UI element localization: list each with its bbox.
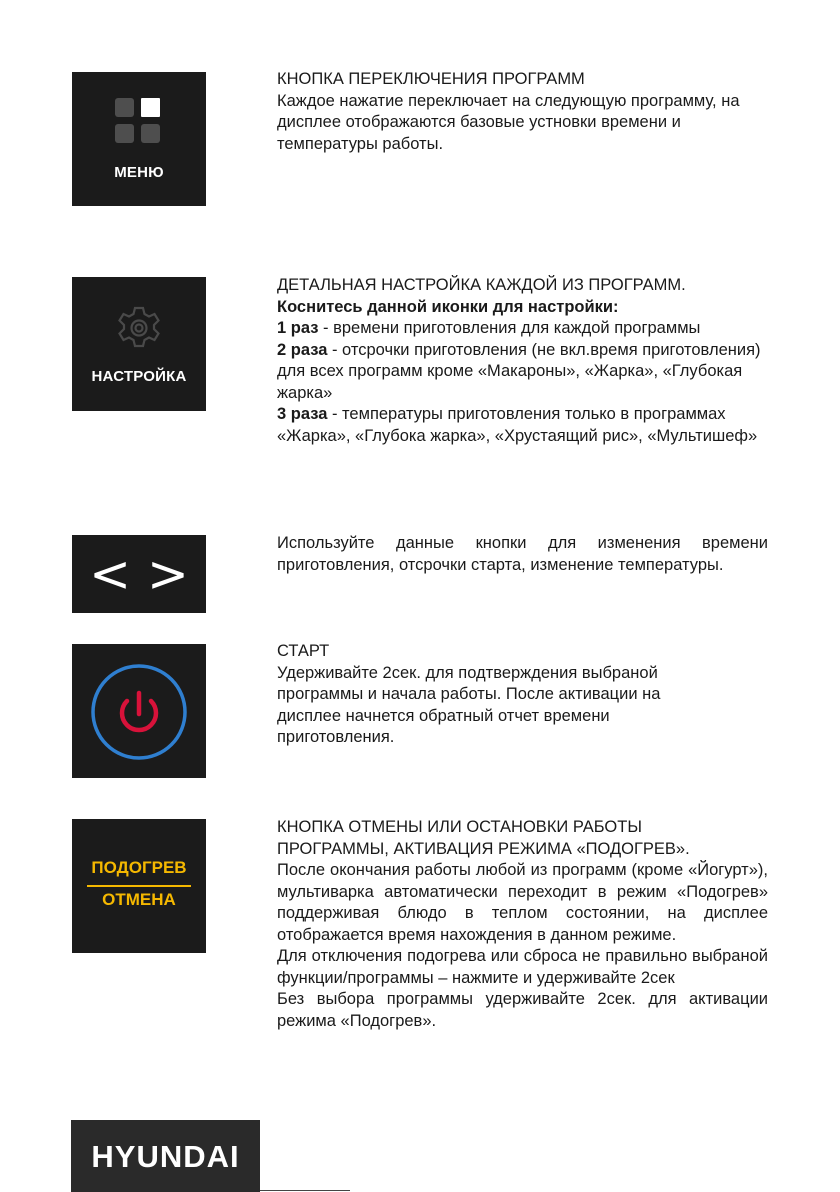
settings-intro: Коснитесь данной иконки для настройки: (277, 297, 619, 316)
warm-cancel-button-tile[interactable] (72, 819, 206, 953)
footer-divider (260, 1190, 350, 1191)
warm-description (277, 817, 768, 1032)
settings-item (277, 340, 768, 405)
tile-divider (87, 885, 191, 887)
cancel-label: ОТМЕНА (102, 890, 176, 909)
power-icon (89, 662, 189, 762)
menu-heading: КНОПКА ПЕРЕКЛЮЧЕНИЯ ПРОГРАММ (277, 70, 585, 88)
settings-item-count: 1 раз (277, 319, 319, 337)
settings-heading: ДЕТАЛЬНАЯ НАСТРОЙКА КАЖДОЙ ИЗ ПРОГРАММ. (277, 276, 686, 294)
warm-heading: КНОПКА ОТМЕНЫ ИЛИ ОСТАНОВКИ РАБОТЫ ПРОГРАММЫ, АКТИВАЦИЯ РЕЖИМА «ПОДОГРЕВ». (277, 818, 690, 858)
menu-body: Каждое нажатие переключает на следующую программу, на дисплее отображаются базовые устновки времени и температуры работы. (277, 91, 740, 153)
settings-item-text: - отсрочки приготовления (не вкл.время приготовления) для всех программ кроме «Макароны», «Жарка», «Глубокая жарка» (277, 340, 761, 402)
gear-icon (115, 304, 163, 352)
arrow-buttons-tile[interactable] (72, 535, 206, 613)
menu-button-label: МЕНЮ (114, 164, 164, 181)
warm-paragraph: После окончания работы любой из программ (кроме «Йогурт»), мультиварка автоматически переходит в режим «Подогрев» поддерживая блюдо в теплом состоянии, на дисплее отображается время нахождения в данном режиме. (277, 861, 768, 944)
settings-button-tile[interactable] (72, 277, 206, 411)
menu-description (277, 69, 768, 155)
arrows-body: Используйте данные кнопки для изменения времени приготовления, отсрочки старта, изменение температуры. (277, 534, 768, 574)
start-description (277, 641, 768, 749)
settings-item-count: 3 раза (277, 405, 328, 423)
menu-button-tile[interactable] (72, 72, 206, 206)
settings-item-text: - температуры приготовления только в программах «Жарка», «Глубока жарка», «Хрустаящий рис», «Мультишеф» (277, 405, 758, 445)
logo-text: HYUNDAI (91, 1139, 240, 1174)
settings-item (277, 404, 768, 447)
settings-item (277, 318, 768, 340)
settings-item-text: - времени приготовления для каждой программы (318, 319, 701, 337)
start-heading: СТАРТ (277, 642, 330, 660)
warm-paragraph: Для отключения подогрева или сброса не правильно выбраной функции/программы – нажмите и удерживайте 2сек (277, 947, 768, 987)
left-right-arrows-icon[interactable]: < > (89, 545, 189, 603)
arrows-description (277, 533, 768, 576)
start-body: Удерживайте 2сек. для подтверждения выбраной программы и начала работы. После активации на дисплее начнется обратный отчет времени приготовления. (277, 663, 661, 746)
settings-button-label: НАСТРОЙКА (91, 368, 187, 385)
settings-description (277, 275, 768, 447)
warm-paragraph: Без выбора программы удерживайте 2сек. для активации режима «Подогрев». (277, 990, 768, 1030)
settings-item-count: 2 раза (277, 340, 328, 359)
warm-label: ПОДОГРЕВ (91, 858, 187, 877)
start-button-tile[interactable] (72, 644, 206, 778)
hyundai-logo (71, 1120, 260, 1192)
